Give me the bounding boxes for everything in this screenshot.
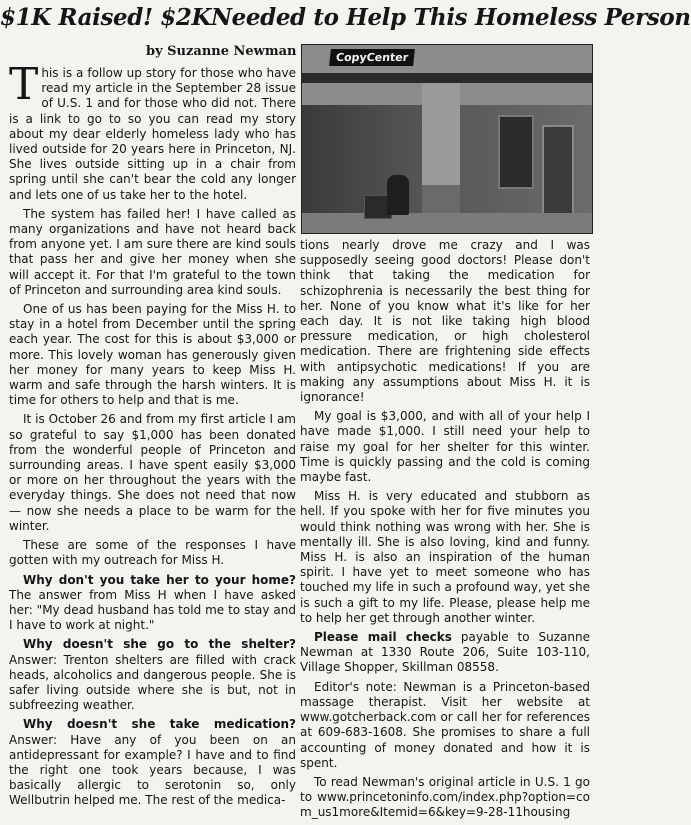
copy-center-sign: CopyCenter xyxy=(329,49,415,66)
paragraph: One of us has been paying for the Miss H. to stay in a hotel from December until the spring each year. The cost for this is about $3,000 or more. This lovely woman has generously given her money for many years to keep Miss H. warm and safe through the harsh winters. It is time for others to help and that is me. xyxy=(9,302,296,408)
photo-window xyxy=(498,115,534,189)
qa-paragraph xyxy=(9,717,296,808)
paragraph xyxy=(300,630,590,676)
editor-note: Editor's note: Newman is a Princeton-based massage therapist. Visit her website at www.gotcherback.com or call her for references at 609-683-1608. She promises to share a full accounting of money donated and how it is spent. xyxy=(300,679,590,770)
drop-cap: T xyxy=(9,59,39,110)
original-article-link[interactable]: To read Newman's original article in U.S. 1 go to www.princetoninfo.com/index.php?option=com_us1more&Itemid=6&key=9-28-11housing xyxy=(300,774,590,820)
paragraph: tions nearly drove me crazy and I was supposedly seeing good doctors! Please don't think that taking the medication for schizophrenia is necessarily the best thing for her. None of you know what it's like for her each day. It is not like taking high blood pressure medication, or high cholesterol medication. There are frightening side effects with antipsychotic medications! If you are making any assumptions about Miss H. it is ignorance! xyxy=(300,238,590,405)
photo-awning xyxy=(302,73,592,83)
paragraph: These are some of the responses I have gotten with my outreach for Miss H. xyxy=(9,538,296,568)
paragraph: My goal is $3,000, and with all of your help I have made $1,000. I still need your help to raise my goal for her shelter for this winter. Time is quickly passing and the cold is coming maybe fast. xyxy=(300,409,590,485)
article-column-right xyxy=(300,238,590,825)
mailing-address: payable to Suzanne Newman at 1330 Route 206, Suite 103-110, Village Shopper, Skillman 08558. xyxy=(300,630,591,675)
answer: Answer: Trenton shelters are filled with crack heads, alcoholics and dangerous people. She is safer living outside where she is but, not in subfreezing weather. xyxy=(9,652,296,713)
photo-sidewalk xyxy=(302,213,592,233)
article-column-left xyxy=(9,59,296,813)
qa-paragraph xyxy=(9,573,296,634)
answer: Answer: Have any of you been on an antidepressant for example? I have and to find the right one took years because, I was basically allergic to serotonin so, only Wellbutrin helped me. The rest of the medica- xyxy=(9,732,296,808)
qa-paragraph xyxy=(9,637,296,713)
question: Why doesn't she go to the shelter? xyxy=(23,637,296,652)
paragraph: It is October 26 and from my first article I am so grateful to say $1,000 has been donated from the wonderful people of Princeton and surrounding areas. I have spent easily $3,000 or more on her throughout the years with the everyday things. She does not need that now — now she needs a place to be warm for the winter. xyxy=(9,412,296,533)
answer: The answer from Miss H when I have asked her: "My dead husband has told me to stay and I have to work at night." xyxy=(9,587,296,633)
paragraph: This is a follow up story for those who have read my article in the September 28 issue of U.S. 1 and for those who did not. There is a link to go to so you can read my story about my dear elderly homeless lady who has lived outside for 20 years here in Princeton, NJ. She lives outside sitting up in a chair from spring until she can't bear the cold any longer and lets one of us take her to the hotel. xyxy=(9,59,296,202)
photo-seated-person xyxy=(387,175,409,215)
article-photo xyxy=(301,44,593,234)
photo-door xyxy=(542,125,574,221)
headline: $1K Raised! $2KNeeded to Help This Homeless Person xyxy=(0,4,691,31)
question: Why don't you take her to your home? xyxy=(23,572,296,587)
question: Why doesn't she take medication? xyxy=(23,717,296,732)
paragraph: Miss H. is very educated and stubborn as hell. If you spoke with her for five minutes you would think nothing was wrong with her. She is mentally ill. She is also loving, kind and funny. Miss H. is also an inspiration of the human spirit. I have yet to meet someone who has touched my life in such a profound way, yet she is such a gift to my life. Please, please help me to help her get through another winter. xyxy=(300,489,590,625)
byline: by Suzanne Newman xyxy=(146,44,297,59)
mail-checks-label: Please mail checks xyxy=(314,630,452,645)
paragraph: The system has failed her! I have called as many organizations and have not heard back from anyone yet. I am sure there are kind souls that pass her and give her money when she will accept it. For that I'm grateful to the town of Princeton and surrounding area kind souls. xyxy=(9,206,296,297)
